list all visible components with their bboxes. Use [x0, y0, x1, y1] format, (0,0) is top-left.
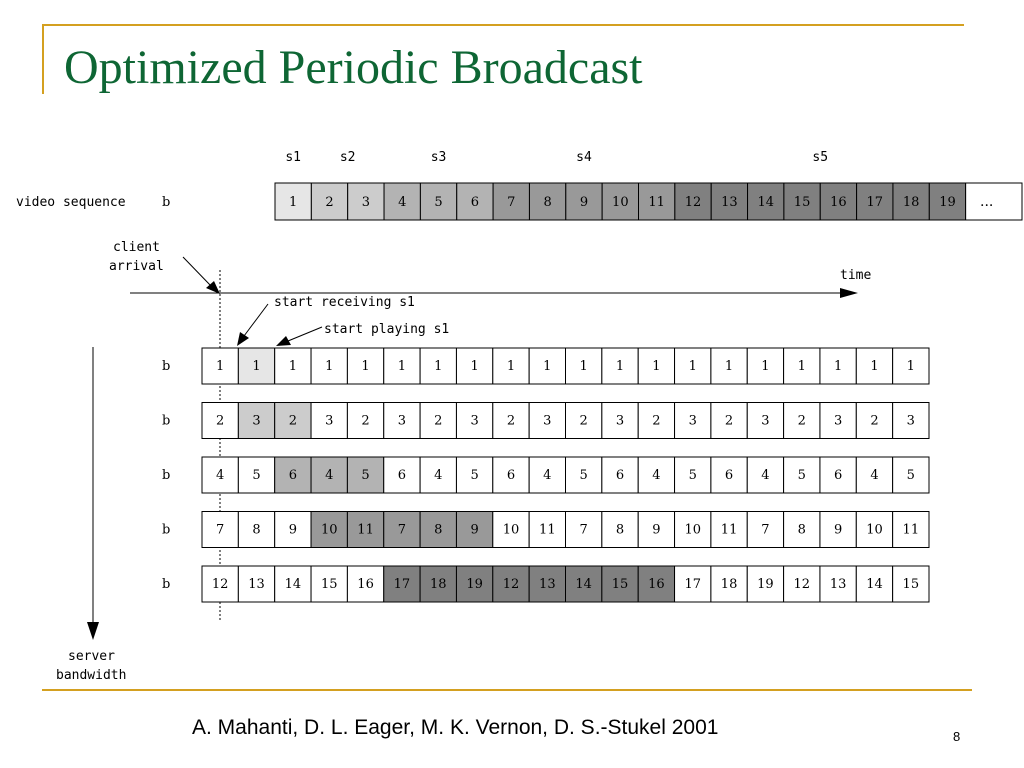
channel-cell-label: 3: [252, 413, 261, 429]
channel-bandwidth-label: b: [162, 577, 171, 592]
footer-rule: [42, 689, 972, 691]
segment-label: s2: [339, 150, 356, 165]
channel-cell-label: 6: [615, 468, 625, 483]
channel-bandwidth-label: b: [162, 413, 171, 429]
channel-bandwidth-label: b: [162, 359, 171, 374]
channel-cell-label: 18: [720, 577, 738, 592]
channel-cell-label: 5: [470, 468, 479, 483]
channel-cell-label: 5: [906, 468, 915, 483]
channel-cell-label: 11: [539, 522, 556, 538]
channel-cell-label: 13: [248, 577, 265, 592]
video-bandwidth-label: b: [162, 195, 171, 210]
video-cell-label: 7: [507, 195, 516, 210]
channel-cell-label: 6: [397, 468, 407, 483]
channel-cell-label: 2: [579, 413, 588, 429]
channel-cell-label: 14: [575, 577, 592, 592]
channel-cell-label: 13: [829, 577, 847, 592]
channel-cell-label: 5: [797, 468, 806, 483]
channel-cell-label: 9: [833, 522, 843, 538]
channel-cell-label: 2: [797, 413, 806, 429]
channel-cell-label: 8: [434, 522, 443, 538]
channel-cell-label: 14: [866, 577, 883, 592]
start-receiving-arrowhead: [237, 332, 249, 346]
video-cell-label: 14: [757, 195, 774, 210]
channel-cell-label: 15: [320, 577, 338, 592]
channel-cell-label: 1: [615, 359, 625, 374]
segment-label: s4: [576, 150, 592, 165]
channel-cell-label: 16: [357, 577, 374, 592]
channel-cell-label: 10: [320, 522, 338, 538]
channel-cell-label: 2: [216, 413, 225, 429]
segment-label: s1: [285, 150, 302, 165]
channel-cell-label: 7: [397, 522, 407, 538]
video-ellipsis: ...: [980, 194, 994, 210]
channel-cell-label: 1: [397, 359, 407, 374]
channel-cell-label: 11: [357, 522, 374, 538]
channel-cell-label: 1: [688, 359, 697, 374]
channel-cell-label: 4: [325, 468, 334, 483]
channel-cell-label: 15: [902, 577, 920, 592]
channel-cell-label: 8: [615, 522, 625, 538]
video-cell-label: 13: [721, 195, 738, 210]
channel-cell-label: 1: [470, 359, 479, 374]
video-cell-label: 10: [612, 195, 629, 210]
channel-cell-label: 3: [906, 413, 915, 429]
video-cell-label: 19: [939, 195, 956, 210]
channel-cell-label: 10: [866, 522, 883, 538]
segment-labels: [285, 150, 828, 165]
channel-cell-label: 1: [252, 359, 261, 374]
channel-cell-label: 5: [252, 468, 261, 483]
channel-cell-label: 11: [720, 522, 738, 538]
channel-cell-label: 2: [506, 413, 516, 429]
server-label-line2: bandwidth: [56, 668, 127, 683]
time-label: time: [840, 268, 872, 283]
channel-cell-label: 6: [288, 468, 298, 483]
channel-cell-label: 6: [724, 468, 734, 483]
channel-cell-label: 4: [543, 468, 552, 483]
channel-cell-label: 1: [434, 359, 443, 374]
video-cell-label: 2: [325, 195, 334, 210]
channel-cell-label: 9: [652, 522, 661, 538]
channel-cell-label: 10: [502, 522, 520, 538]
channel-cell-label: 12: [793, 577, 811, 592]
channel-cell-label: 19: [466, 577, 483, 592]
channel-cell-label: 3: [325, 413, 334, 429]
channel-cell-label: 8: [252, 522, 261, 538]
channel-cell-label: 1: [543, 359, 552, 374]
channel-cell-label: 1: [506, 359, 516, 374]
channel-cell-label: 8: [797, 522, 806, 538]
channel-cell-label: 3: [397, 413, 407, 429]
channel-cell-label: 4: [870, 468, 879, 483]
client-label-line1: client: [113, 240, 160, 255]
channel-cell-label: 3: [688, 413, 697, 429]
video-cell-label: 3: [361, 195, 371, 210]
channel-cell-label: 10: [684, 522, 701, 538]
channel-cell-label: 1: [325, 359, 334, 374]
channel-bandwidth-label: b: [162, 522, 171, 538]
page-number: 8: [953, 729, 961, 744]
channel-cell-label: 1: [797, 359, 806, 374]
channel-cell-label: 1: [906, 359, 915, 374]
video-cell-label: 8: [543, 195, 552, 210]
channel-cell-label: 1: [288, 359, 298, 374]
start-receiving-label: start receiving s1: [274, 295, 415, 310]
channel-cell-label: 4: [434, 468, 443, 483]
channel-cell-label: 3: [833, 413, 843, 429]
video-cell-label: 9: [579, 195, 589, 210]
channel-cell-label: 16: [648, 577, 665, 592]
client-label-line2: arrival: [109, 259, 164, 274]
server-bandwidth-arrowhead: [87, 622, 99, 640]
channel-cell-label: 3: [470, 413, 479, 429]
channel-cell-label: 6: [833, 468, 843, 483]
channel-cell-label: 4: [761, 468, 770, 483]
citation-footer: A. Mahanti, D. L. Eager, M. K. Vernon, D. S.-Stukel 2001: [192, 716, 719, 739]
channel-cell-label: 18: [430, 577, 447, 592]
start-receiving-pointer: [244, 304, 268, 336]
channel-cell-label: 1: [579, 359, 588, 374]
channel-cell-label: 3: [543, 413, 552, 429]
channel-cell-label: 9: [288, 522, 298, 538]
start-playing-arrowhead: [276, 336, 291, 346]
channel-cell-label: 2: [288, 413, 298, 429]
segment-label: s5: [812, 150, 829, 165]
channel-cell-label: 15: [611, 577, 629, 592]
channel-cell-label: 2: [724, 413, 734, 429]
slide-title: Optimized Periodic Broadcast: [64, 41, 643, 94]
channel-cell-label: 11: [902, 522, 920, 538]
channel-cell-label: 2: [434, 413, 443, 429]
channel-cell-label: 1: [761, 359, 770, 374]
channel-cell-label: 1: [216, 359, 225, 374]
channel-cell-label: 7: [761, 522, 770, 538]
channel-cell-label: 1: [361, 359, 370, 374]
channel-cell-label: 12: [502, 577, 520, 592]
channel-bandwidth-label: b: [162, 468, 171, 483]
channel-cell-label: 1: [833, 359, 843, 374]
video-cell-label: 12: [684, 195, 702, 210]
channel-cell-label: 9: [470, 522, 479, 538]
channel-cell-label: 4: [652, 468, 661, 483]
video-sequence-label: video sequence: [16, 195, 126, 210]
video-cell-label: 5: [434, 195, 443, 210]
broadcast-channels: [162, 348, 929, 602]
time-arrowhead: [840, 288, 858, 298]
channel-cell-label: 5: [688, 468, 697, 483]
channel-cell-label: 2: [652, 413, 661, 429]
channel-cell-label: 17: [393, 577, 411, 592]
channel-cell-label: 6: [506, 468, 516, 483]
channel-cell-label: 13: [539, 577, 556, 592]
video-cell-label: 6: [470, 195, 480, 210]
start-playing-label: start playing s1: [324, 322, 450, 337]
channel-cell-label: 19: [757, 577, 774, 592]
channel-cell-label: 12: [211, 577, 229, 592]
channel-cell-label: 2: [870, 413, 879, 429]
client-arrival-pointer: [183, 257, 212, 287]
channel-cell-label: 17: [684, 577, 701, 592]
video-cell-label: 4: [398, 195, 407, 210]
video-cell-more: [966, 183, 1022, 220]
video-cell-label: 18: [902, 195, 920, 210]
channel-cell-label: 7: [216, 522, 225, 538]
video-cell-label: 11: [648, 195, 665, 210]
channel-cell-label: 1: [724, 359, 734, 374]
video-cell-label: 1: [289, 195, 298, 210]
server-label-line1: server: [68, 649, 115, 664]
start-playing-pointer: [288, 327, 322, 341]
segment-label: s3: [430, 150, 447, 165]
channel-cell-label: 3: [615, 413, 625, 429]
channel-cell-label: 5: [361, 468, 370, 483]
channel-cell-label: 2: [361, 413, 370, 429]
channel-cell-label: 1: [870, 359, 879, 374]
channel-cell-label: 7: [579, 522, 588, 538]
channel-cell-label: 3: [761, 413, 770, 429]
video-cell-label: 15: [793, 195, 811, 210]
channel-cell-label: 5: [579, 468, 588, 483]
video-cell-label: 17: [866, 195, 884, 210]
video-sequence-row: [275, 183, 1022, 220]
video-cell-label: 16: [830, 195, 847, 210]
channel-cell-label: 1: [652, 359, 661, 374]
channel-cell-label: 14: [284, 577, 302, 592]
channel-cell-label: 4: [216, 468, 225, 483]
